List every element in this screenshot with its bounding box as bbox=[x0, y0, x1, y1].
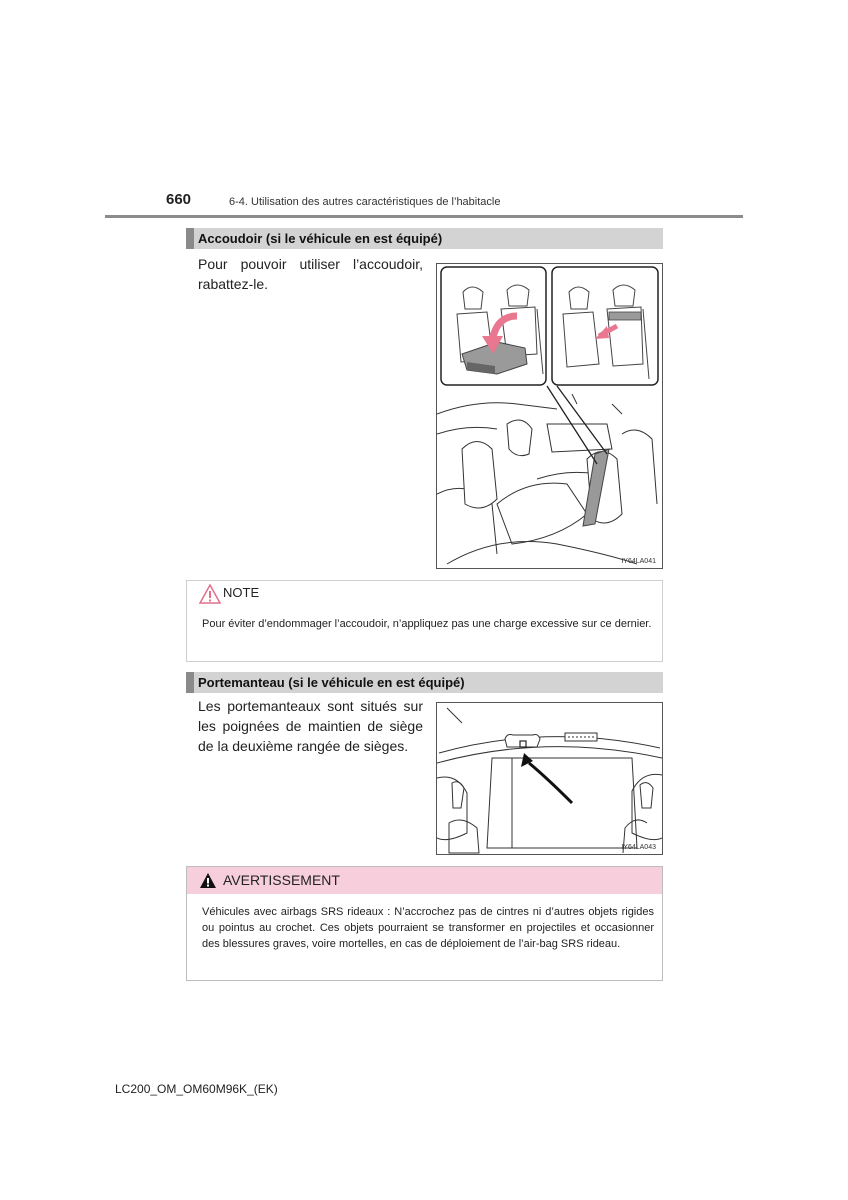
armrest-text: Pour pouvoir utiliser l’accoudoir, rabattez-le. bbox=[198, 256, 423, 292]
armrest-figure-code: IY64LA041 bbox=[621, 558, 656, 565]
coat-hook-figure-code: IY64LA043 bbox=[621, 844, 656, 851]
page-number: 660 bbox=[166, 191, 192, 208]
armrest-figure bbox=[436, 263, 663, 569]
coat-hook-illustration bbox=[437, 703, 662, 854]
section-path: 6-4. Utilisation des autres caractéristiques de l’habitacle bbox=[229, 196, 501, 208]
coat-hook-section-title: Portemanteau (si le véhicule en est équipé) bbox=[186, 672, 663, 693]
warning-header bbox=[187, 867, 662, 894]
note-title: NOTE bbox=[223, 585, 260, 600]
note-box bbox=[186, 580, 663, 662]
warning-triangle-icon bbox=[199, 872, 217, 889]
warning-title: AVERTISSEMENT bbox=[223, 872, 340, 888]
warning-box bbox=[186, 866, 663, 981]
warning-text: Véhicules avec airbags SRS rideaux : N’accrochez pas de cintres ni d’autres objets rigides ou pointus au crochet. Ces objets pourraient se transformer en projectiles et occasionner des blessures graves, voire mortelles, en cas de déploiement de l’air-bag SRS rideau. bbox=[202, 906, 654, 950]
coat-hook-text: Les portemanteaux sont situés sur les poignées de maintien de siège de la deuxième rangée de sièges. bbox=[198, 698, 423, 754]
caution-triangle-icon bbox=[199, 584, 221, 604]
footer-code: LC200_OM_OM60M96K_(EK) bbox=[115, 1082, 278, 1096]
armrest-section-title: Accoudoir (si le véhicule en est équipé) bbox=[186, 228, 663, 249]
armrest-illustration bbox=[437, 264, 662, 568]
header-rule bbox=[105, 215, 743, 218]
note-text: Pour éviter d’endommager l’accoudoir, n’appliquez pas une charge excessive sur ce dernier. bbox=[202, 618, 652, 630]
coat-hook-figure bbox=[436, 702, 663, 855]
